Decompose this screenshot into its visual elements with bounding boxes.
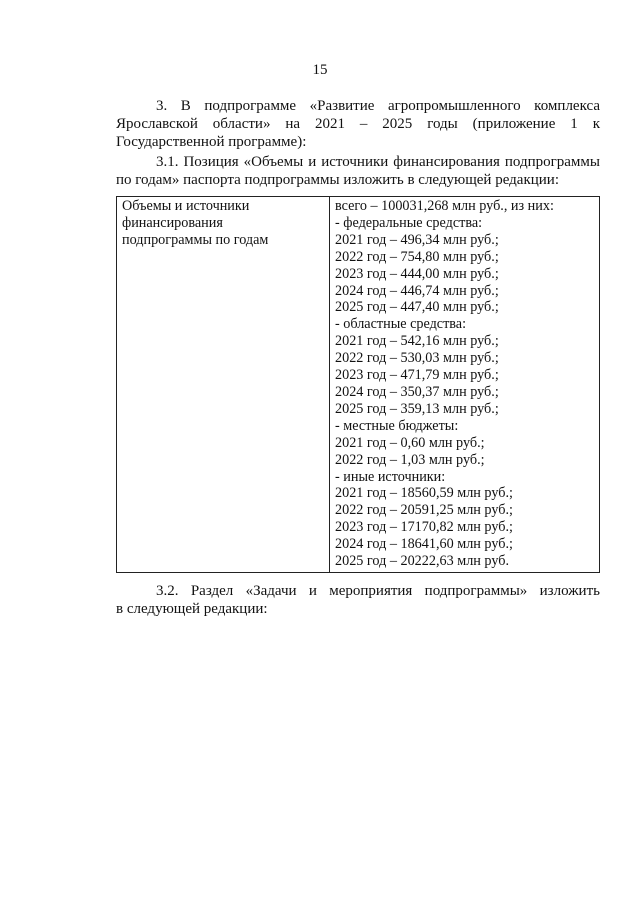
- other-2021: 2021 год – 18560,59 млн руб.;: [335, 485, 513, 502]
- financing-label-cell: [117, 197, 330, 573]
- paragraph-3-1-continuation: по годам» паспорта подпрограммы изложить в следующей редакции:: [116, 172, 559, 188]
- regional-2021: 2021 год – 542,16 млн руб.;: [335, 333, 499, 350]
- federal-2023: 2023 год – 444,00 млн руб.;: [335, 265, 499, 282]
- regional-heading: - областные средства:: [335, 316, 467, 333]
- regional-2022: 2022 год – 530,03 млн руб.;: [335, 350, 499, 367]
- financing-total: всего – 100031,268 млн руб., из них:: [335, 198, 554, 214]
- paragraph-3-continuation: Ярославской области» на 2021 – 2025 годы (приложение 1 к Государственной программе):: [116, 116, 600, 150]
- table-row: [117, 197, 600, 573]
- other-heading: - иные источники:: [335, 468, 446, 485]
- federal-2022: 2022 год – 754,80 млн руб.;: [335, 248, 499, 265]
- federal-2021: 2021 год – 496,34 млн руб.;: [335, 231, 499, 248]
- label-line: Объемы и источники: [122, 198, 250, 214]
- regional-2024: 2024 год – 350,37 млн руб.;: [335, 383, 499, 400]
- intro-text: [116, 97, 600, 189]
- federal-heading: - федеральные средства:: [335, 214, 483, 231]
- label-line: подпрограммы по годам: [122, 231, 269, 248]
- section-3-2: [116, 582, 600, 618]
- paragraph-3-2-heading: 3.2. Раздел «Задачи и мероприятия подпрограммы» изложить: [156, 583, 600, 599]
- page-number: 15: [312, 62, 328, 78]
- local-heading: - местные бюджеты:: [335, 417, 459, 434]
- financing-table: [116, 196, 600, 573]
- other-2023: 2023 год – 17170,82 млн руб.;: [335, 519, 513, 536]
- financing-values-cell: [330, 197, 600, 573]
- regional-2025: 2025 год – 359,13 млн руб.;: [335, 400, 499, 417]
- local-2021: 2021 год – 0,60 млн руб.;: [335, 434, 485, 451]
- paragraph-3-heading: 3. В подпрограмме «Развитие агропромышленного комплекса: [156, 98, 600, 114]
- label-line: финансирования: [122, 214, 223, 231]
- paragraph-3-1-heading: 3.1. Позиция «Объемы и источники финансирования подпрограммы: [156, 154, 600, 170]
- local-2022: 2022 год – 1,03 млн руб.;: [335, 451, 485, 468]
- federal-2024: 2024 год – 446,74 млн руб.;: [335, 282, 499, 299]
- other-2024: 2024 год – 18641,60 млн руб.;: [335, 536, 513, 553]
- federal-2025: 2025 год – 447,40 млн руб.;: [335, 299, 499, 316]
- regional-2023: 2023 год – 471,79 млн руб.;: [335, 367, 499, 384]
- paragraph-3-2-continuation: в следующей редакции:: [116, 601, 268, 617]
- other-2025: 2025 год – 20222,63 млн руб.: [335, 553, 510, 570]
- other-2022: 2022 год – 20591,25 млн руб.;: [335, 502, 513, 519]
